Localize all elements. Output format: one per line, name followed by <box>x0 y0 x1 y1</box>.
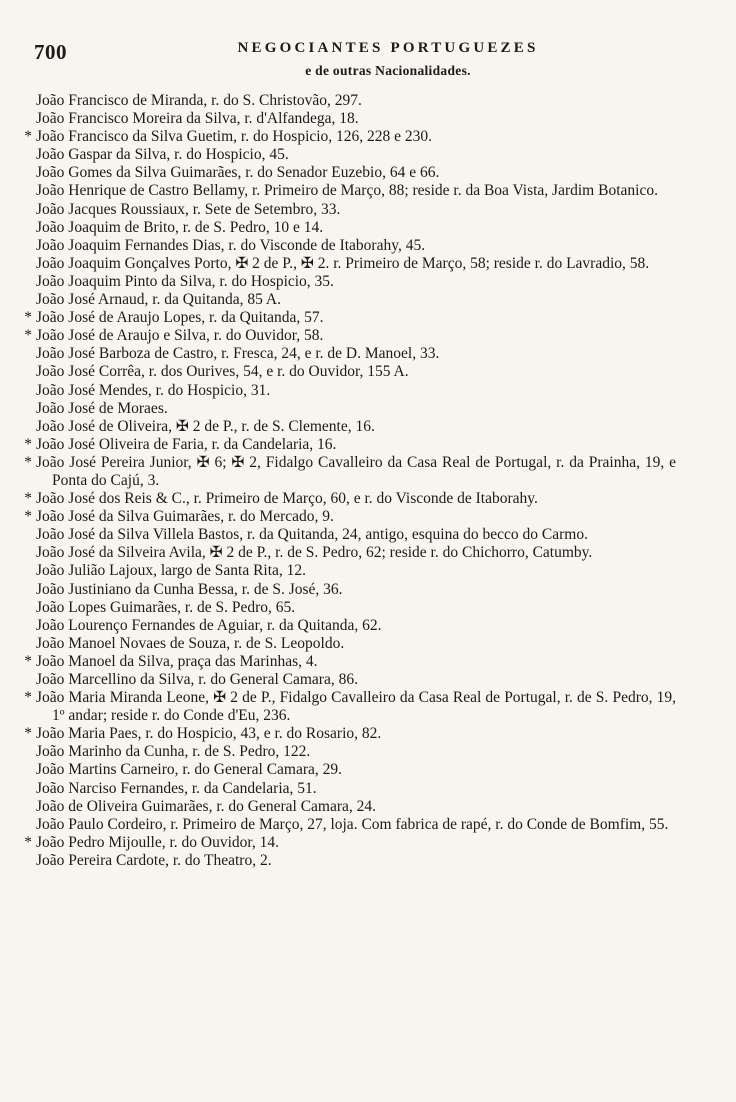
list-item <box>0 164 736 182</box>
list-item <box>0 761 736 779</box>
list-item <box>0 834 736 852</box>
list-item <box>0 110 736 128</box>
list-item <box>0 345 736 363</box>
list-item <box>0 490 736 508</box>
list-item <box>0 816 736 834</box>
list-item <box>0 852 736 870</box>
list-item <box>0 237 736 255</box>
entry-text: João Maria Miranda Leone, ✠ 2 de P., Fidalgo Cavalleiro da Casa Real de Portugal, r. de S. Pedro, 19, 1º andar; reside r. do Conde d'Eu, 236. <box>36 689 676 725</box>
entry-text: João Jacques Roussiaux, r. Sete de Setembro, 33. <box>36 200 341 218</box>
list-item <box>0 544 736 562</box>
entry-mark: * <box>24 435 32 453</box>
entry-text: João Martins Carneiro, r. do General Camara, 29. <box>36 761 343 779</box>
entry-text: João Gaspar da Silva, r. do Hospicio, 45. <box>36 146 289 164</box>
entry-mark: * <box>24 833 32 851</box>
entry-text: João Francisco da Silva Guetim, r. do Hospicio, 126, 228 e 230. <box>36 128 433 146</box>
page-number: 700 <box>34 40 67 64</box>
entry-mark: * <box>24 128 32 146</box>
entry-text: João Francisco de Miranda, r. do S. Christovão, 297. <box>36 92 362 109</box>
entry-text: João José Barboza de Castro, r. Fresca, 24, e r. de D. Manoel, 33. <box>36 345 440 363</box>
entry-text: João José da Silva Guimarães, r. do Mercado, 9. <box>36 508 334 526</box>
entry-text: João José da Silva Villela Bastos, r. da Quitanda, 24, antigo, esquina do becco do Carmo. <box>36 526 588 544</box>
list-item <box>0 798 736 816</box>
entry-text: João José Mendes, r. do Hospicio, 31. <box>36 381 271 399</box>
entry-text: João José de Oliveira, ✠ 2 de P., r. de S. Clemente, 16. <box>36 417 375 435</box>
list-item <box>0 327 736 345</box>
entry-text: João Henrique de Castro Bellamy, r. Primeiro de Março, 88; reside r. da Boa Vista, Jardim Botanico. <box>36 182 658 200</box>
list-item <box>0 309 736 327</box>
entry-text: João José Pereira Junior, ✠ 6; ✠ 2, Fidalgo Cavalleiro da Casa Real de Portugal, r. da Prainha, 19, e Ponta do Cajú, 3. <box>36 453 676 489</box>
page-subtitle: e de outras Nacionalidades. <box>305 63 471 78</box>
entry-mark: * <box>24 652 32 670</box>
entry-text: João Lopes Guimarães, r. de S. Pedro, 65. <box>36 598 296 616</box>
entry-text: João Justiniano da Cunha Bessa, r. de S. José, 36. <box>36 580 343 598</box>
list-item <box>0 562 736 580</box>
list-item <box>0 146 736 164</box>
entry-text: João Narciso Fernandes, r. da Candelaria, 51. <box>36 779 317 797</box>
merchant-list <box>0 92 736 870</box>
entry-text: João José de Araujo Lopes, r. da Quitanda, 57. <box>36 309 324 327</box>
list-item <box>0 255 736 273</box>
entry-text: João José de Moraes. <box>36 399 168 417</box>
entry-text: João Julião Lajoux, largo de Santa Rita, 12. <box>36 562 307 580</box>
list-item <box>0 635 736 653</box>
list-item <box>0 291 736 309</box>
list-item <box>0 725 736 743</box>
list-item <box>0 219 736 237</box>
list-item <box>0 400 736 418</box>
list-item <box>0 363 736 381</box>
entry-mark: * <box>24 689 32 707</box>
entry-text: João Marcellino da Silva, r. do General Camara, 86. <box>36 671 358 688</box>
list-item <box>0 599 736 617</box>
list-item <box>0 526 736 544</box>
list-item <box>0 671 736 689</box>
list-item <box>0 182 736 200</box>
entry-mark: * <box>24 453 32 471</box>
entry-text: João de Oliveira Guimarães, r. do General Camara, 24. <box>36 797 377 815</box>
entry-text: João Marinho da Cunha, r. de S. Pedro, 122. <box>36 743 311 761</box>
entry-text: João Paulo Cordeiro, r. Primeiro de Março, 27, loja. Com fabrica de rapé, r. do Conde de Bomfim, 55. <box>36 815 669 833</box>
entry-mark: * <box>24 508 32 526</box>
list-item <box>0 743 736 761</box>
list-item <box>0 128 736 146</box>
entry-text: João José dos Reis & C., r. Primeiro de Março, 60, e r. do Visconde de Itaborahy. <box>36 490 538 508</box>
list-item <box>0 436 736 454</box>
entry-text: João Manoel da Silva, praça das Marinhas, 4. <box>36 652 318 670</box>
entry-text: João José da Silveira Avila, ✠ 2 de P., r. de S. Pedro, 62; reside r. do Chichorro, Catumby. <box>36 544 593 562</box>
entry-text: João Joaquim Gonçalves Porto, ✠ 2 de P., ✠ 2. r. Primeiro de Março, 58; reside r. do Lavradio, 58. <box>36 254 650 272</box>
list-item <box>0 454 736 490</box>
list-item <box>0 418 736 436</box>
entry-text: João José Oliveira de Faria, r. da Candelaria, 16. <box>36 435 337 453</box>
entry-mark: * <box>24 327 32 345</box>
entry-text: João Joaquim Pinto da Silva, r. do Hospicio, 35. <box>36 272 334 290</box>
entry-text: João Maria Paes, r. do Hospicio, 43, e r. do Rosario, 82. <box>36 725 382 743</box>
entry-text: João José Arnaud, r. da Quitanda, 85 A. <box>36 291 281 309</box>
list-item <box>0 617 736 635</box>
entry-mark: * <box>24 725 32 743</box>
list-item <box>0 382 736 400</box>
entry-text: João Joaquim Fernandes Dias, r. do Visconde de Itaborahy, 45. <box>36 236 426 254</box>
entry-text: João Pereira Cardote, r. do Theatro, 2. <box>36 851 272 869</box>
list-item <box>0 273 736 291</box>
entry-mark: * <box>24 309 32 327</box>
list-item <box>0 92 736 110</box>
entry-text: João Lourenço Fernandes de Aguiar, r. da Quitanda, 62. <box>36 616 382 634</box>
list-item <box>0 653 736 671</box>
list-item <box>0 581 736 599</box>
list-item <box>0 508 736 526</box>
entry-text: João José de Araujo e Silva, r. do Ouvidor, 58. <box>36 327 324 345</box>
entry-text: João Manoel Novaes de Souza, r. de S. Leopoldo. <box>36 634 345 652</box>
entry-text: João Francisco Moreira da Silva, r. d'Alfandega, 18. <box>36 110 359 128</box>
entry-text: João José Corrêa, r. dos Ourives, 54, e r. do Ouvidor, 155 A. <box>36 363 409 381</box>
page-title: NEGOCIANTES PORTUGUEZES <box>237 40 539 56</box>
list-item <box>0 689 736 725</box>
entry-text: João Gomes da Silva Guimarães, r. do Senador Euzebio, 64 e 66. <box>36 164 440 182</box>
list-item <box>0 780 736 798</box>
entry-text: João Joaquim de Brito, r. de S. Pedro, 10 e 14. <box>36 218 324 236</box>
entry-mark: * <box>24 490 32 508</box>
list-item <box>0 201 736 219</box>
entry-text: João Pedro Mijoulle, r. do Ouvidor, 14. <box>36 833 280 851</box>
